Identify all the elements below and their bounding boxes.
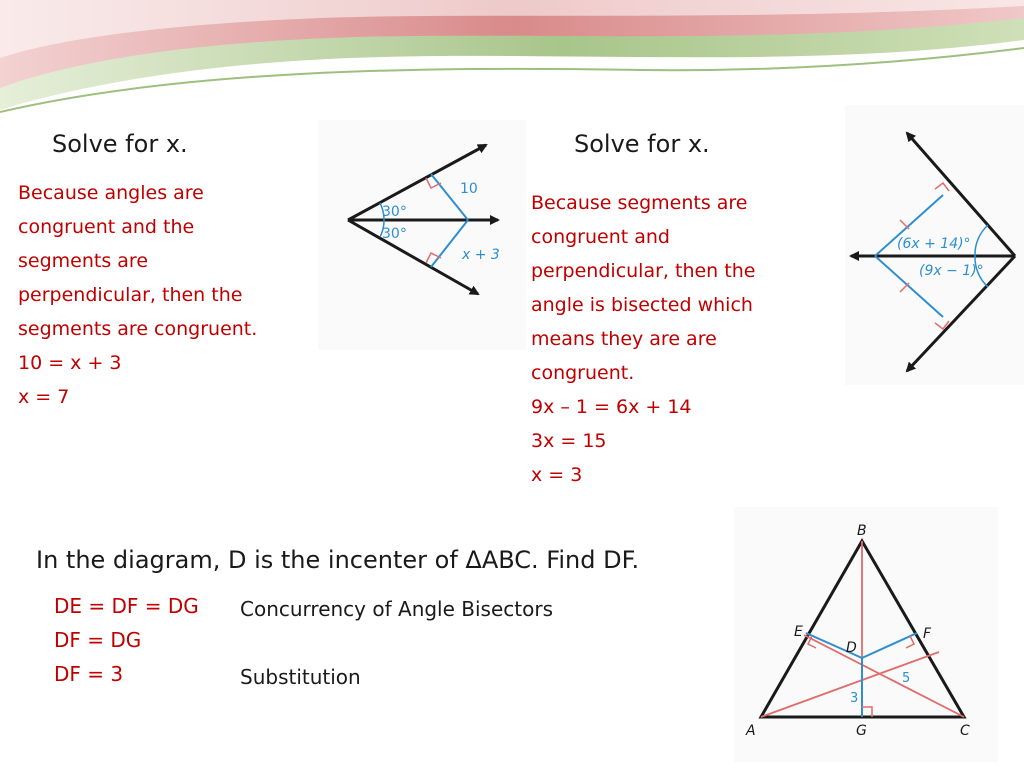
solution-line: perpendicular, then the bbox=[531, 260, 756, 282]
solution-line: x = 7 bbox=[18, 386, 70, 408]
incenter-d-label: D bbox=[846, 640, 857, 656]
angle-top-label: 30° bbox=[382, 204, 407, 220]
decorative-banner bbox=[0, 0, 1024, 120]
solution-line: 3x = 15 bbox=[531, 430, 607, 452]
angle-bottom-label: 30° bbox=[382, 226, 407, 242]
problem1-title: Solve for x. bbox=[52, 130, 188, 158]
solution-line: means they are are bbox=[531, 328, 717, 350]
angle-bottom-label: (9x − 1)° bbox=[919, 263, 984, 279]
angle-bisector-figure-1 bbox=[318, 120, 526, 350]
vertex-a-label: A bbox=[746, 723, 756, 739]
segment-top-label: 10 bbox=[460, 181, 478, 197]
point-g-label: G bbox=[856, 723, 867, 739]
solution-line: Because angles are bbox=[18, 182, 204, 204]
reason-concurrency: Concurrency of Angle Bisectors bbox=[240, 597, 553, 621]
point-e-label: E bbox=[794, 624, 803, 640]
solution-line: segments are bbox=[18, 250, 149, 272]
solution-line: congruent and bbox=[531, 226, 670, 248]
problem3-steps bbox=[54, 589, 199, 691]
step-line: DF = 3 bbox=[54, 662, 124, 686]
step-line: DF = DG bbox=[54, 628, 142, 652]
solution-line: 9x – 1 = 6x + 14 bbox=[531, 396, 692, 418]
vertex-c-label: C bbox=[960, 723, 970, 739]
vertex-b-label: B bbox=[857, 523, 867, 539]
point-f-label: F bbox=[923, 626, 932, 642]
solution-line: angle is bisected which bbox=[531, 294, 753, 316]
solution-line: congruent and the bbox=[18, 216, 195, 238]
step-line: DE = DF = DG bbox=[54, 594, 199, 618]
solution-line: x = 3 bbox=[531, 464, 583, 486]
angle-top-label: (6x + 14)° bbox=[897, 236, 971, 252]
problem1-solution bbox=[18, 176, 257, 414]
solution-line: perpendicular, then the bbox=[18, 284, 243, 306]
angle-bisector-figure-2 bbox=[845, 105, 1024, 385]
reason-substitution: Substitution bbox=[240, 665, 361, 689]
incenter-triangle-figure bbox=[734, 507, 998, 762]
segment-dg-label: 3 bbox=[850, 691, 859, 706]
problem2-title: Solve for x. bbox=[574, 130, 710, 158]
solution-line: Because segments are bbox=[531, 192, 748, 214]
problem3-title: In the diagram, D is the incenter of ΔABC. Find DF. bbox=[36, 546, 640, 574]
segment-bottom-label: x + 3 bbox=[462, 247, 500, 263]
problem2-solution bbox=[531, 186, 755, 492]
solution-line: congruent. bbox=[531, 362, 635, 384]
solution-line: 10 = x + 3 bbox=[18, 352, 122, 374]
solution-line: segments are congruent. bbox=[18, 318, 258, 340]
segment-dc-label: 5 bbox=[902, 671, 911, 686]
